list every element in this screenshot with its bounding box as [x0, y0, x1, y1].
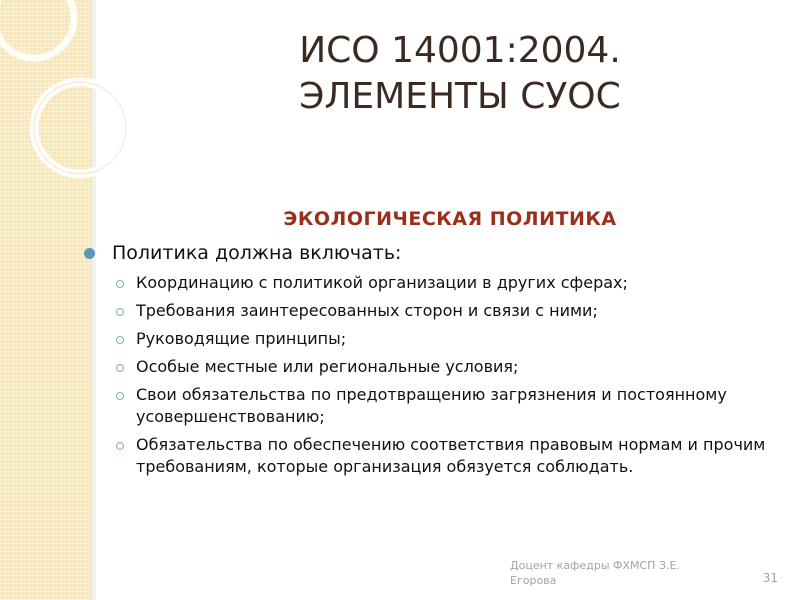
sub-bullet-item	[114, 272, 780, 294]
page-number: 31	[762, 571, 778, 585]
ring-bullet-icon	[116, 336, 124, 344]
sub-bullet-text: Координацию с политикой организации в других сферах;	[136, 273, 628, 292]
ring-bullet-icon	[116, 392, 124, 400]
slide-content	[80, 208, 780, 484]
sub-bullet-text: Руководящие принципы;	[136, 329, 347, 348]
bullet-dot-icon	[84, 248, 95, 259]
sub-bullet-text: Требования заинтересованных сторон и связи с ними;	[136, 301, 598, 320]
bullet-text: Политика должна включать:	[112, 242, 402, 264]
decorative-circle-middle-outline	[34, 82, 126, 174]
sub-bullet-text: Свои обязательства по предотвращению загрязнения и постоянному усовершенствованию;	[136, 385, 727, 426]
section-heading: ЭКОЛОГИЧЕСКАЯ ПОЛИТИКА	[283, 208, 617, 230]
ring-bullet-icon	[116, 308, 124, 316]
footer-author: Доцент кафедры ФХМСП З.Е. Егорова	[510, 559, 680, 587]
slide-title-line-1: ИСО 14001:2004.	[299, 30, 621, 71]
sub-bullet-list	[80, 272, 780, 478]
ring-bullet-icon	[116, 280, 124, 288]
sub-bullet-item	[114, 356, 780, 378]
bullet-item	[80, 240, 780, 266]
sub-bullet-item	[114, 328, 780, 350]
slide-title-line-2: ЭЛЕМЕНТЫ СУОС	[299, 76, 621, 117]
ring-bullet-icon	[116, 364, 124, 372]
decorative-circle-top	[0, 0, 74, 58]
sub-bullet-item	[114, 434, 780, 478]
sub-bullet-text: Особые местные или региональные условия;	[136, 357, 519, 376]
ring-bullet-icon	[116, 442, 124, 450]
sub-bullet-text: Обязательства по обеспечению соответствия правовым нормам и прочим требованиям, которые организация обязуется соблюдать.	[136, 435, 766, 476]
sub-bullet-item	[114, 300, 780, 322]
sub-bullet-item	[114, 384, 780, 428]
slide-title	[200, 28, 720, 120]
